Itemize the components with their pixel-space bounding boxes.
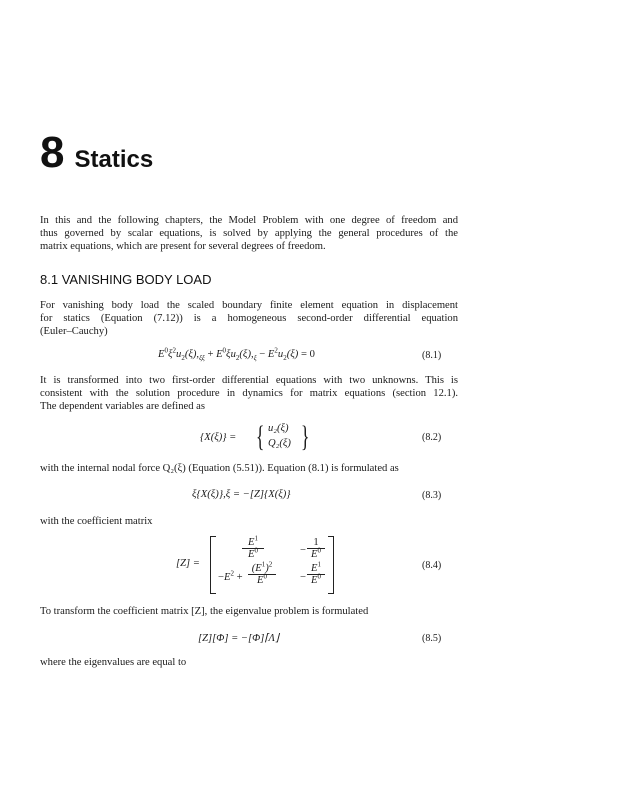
eq2-top: u₂(ξ)	[268, 423, 289, 434]
equation-8-2	[200, 422, 310, 454]
text-line: It is transformed into two first-order differential equations with two unknowns. This is	[40, 375, 458, 386]
paragraph-coefficient	[40, 515, 458, 528]
text-line: For vanishing body load the scaled boundary finite element equation in displacement	[40, 300, 458, 311]
text-line: matrix equations, which are present for several degrees of freedom.	[40, 241, 326, 253]
minus-sign: −	[300, 572, 306, 583]
intro-paragraph	[40, 214, 458, 254]
section-number: 8.1	[40, 272, 59, 287]
text-line: for statics (Equation (7.12)) is a homogeneous second-order differential equation	[40, 313, 458, 325]
equation-8-3: ξ{X(ξ)},ξ = −[Z]{X(ξ)}	[192, 489, 291, 500]
matrix-entry-21-prefix: $-E^2$ +	[218, 569, 243, 583]
eq2-lhs: {X(ξ)} =	[200, 432, 237, 443]
text-line: where the eigenvalues are equal to	[40, 657, 187, 668]
eq2-bottom: Q₂(ξ)	[268, 438, 291, 449]
chapter-number: 8	[40, 128, 65, 177]
matrix-entry-21: $\frac{(E^1)^2}{E^0}$	[248, 564, 276, 586]
matrix-entry-11: $\frac{E^1}{E^0}$	[242, 538, 264, 560]
matrix-entry-12: $\frac{1}{E^0}$	[307, 538, 325, 560]
brace-left: {	[255, 420, 265, 453]
text-line: The dependent variables are defined as	[40, 401, 206, 413]
matrix-bracket-left	[210, 536, 216, 594]
eq4-lhs: [Z] =	[176, 558, 200, 569]
text-line: with the internal nodal force Q₂(ξ) (Equation (5.51)). Equation (8.1) is formulated as	[40, 463, 399, 474]
matrix-bracket-right	[328, 536, 334, 594]
text-line: thus governed by scalar equations, is solved by applying the general procedures of the	[40, 228, 458, 240]
equation-number: (8.3)	[422, 490, 442, 501]
minus-sign: −	[300, 545, 306, 556]
text-line: In this and the following chapters, the Model Problem with one degree of freedom and	[40, 215, 458, 226]
paragraph-eigenvalue	[40, 605, 458, 618]
paragraph-nodal-force	[40, 462, 458, 475]
text-line: To transform the coefficient matrix [Z], the eigenvalue problem is formulated	[40, 606, 369, 617]
equation-8-4	[176, 536, 336, 594]
matrix-entry-22: $\frac{E^1}{E^0}$	[307, 564, 325, 586]
text-line: with the coefficient matrix	[40, 516, 153, 527]
text-line: (Euler–Cauchy)	[40, 326, 108, 338]
paragraph-transform	[40, 374, 458, 414]
equation-number: (8.1)	[422, 350, 442, 361]
paragraph-eigenvalues	[40, 656, 458, 669]
text-line: consistent with the solution procedure in dynamics for matrix equations (section 12.1).	[40, 388, 458, 400]
section-title: VANISHING BODY LOAD	[61, 272, 212, 287]
paragraph-body-load	[40, 299, 458, 339]
section-heading	[40, 272, 211, 287]
brace-right: }	[300, 420, 310, 453]
equation-number: (8.5)	[422, 633, 442, 644]
equation-8-1: $E^0\xi^2u_2(\xi),_{\xi\xi} + E^0\xi u_2(\xi),_\xi - E^2u_2(\xi) = 0$	[158, 346, 315, 363]
equation-8-5: [Z][Φ] = −[Φ]⌈Λ⌋	[198, 633, 280, 644]
matrix-z	[210, 536, 334, 594]
equation-number: (8.4)	[422, 560, 442, 571]
equation-number: (8.2)	[422, 432, 442, 443]
chapter-title: Statics	[74, 146, 154, 173]
chapter-heading	[40, 128, 153, 178]
